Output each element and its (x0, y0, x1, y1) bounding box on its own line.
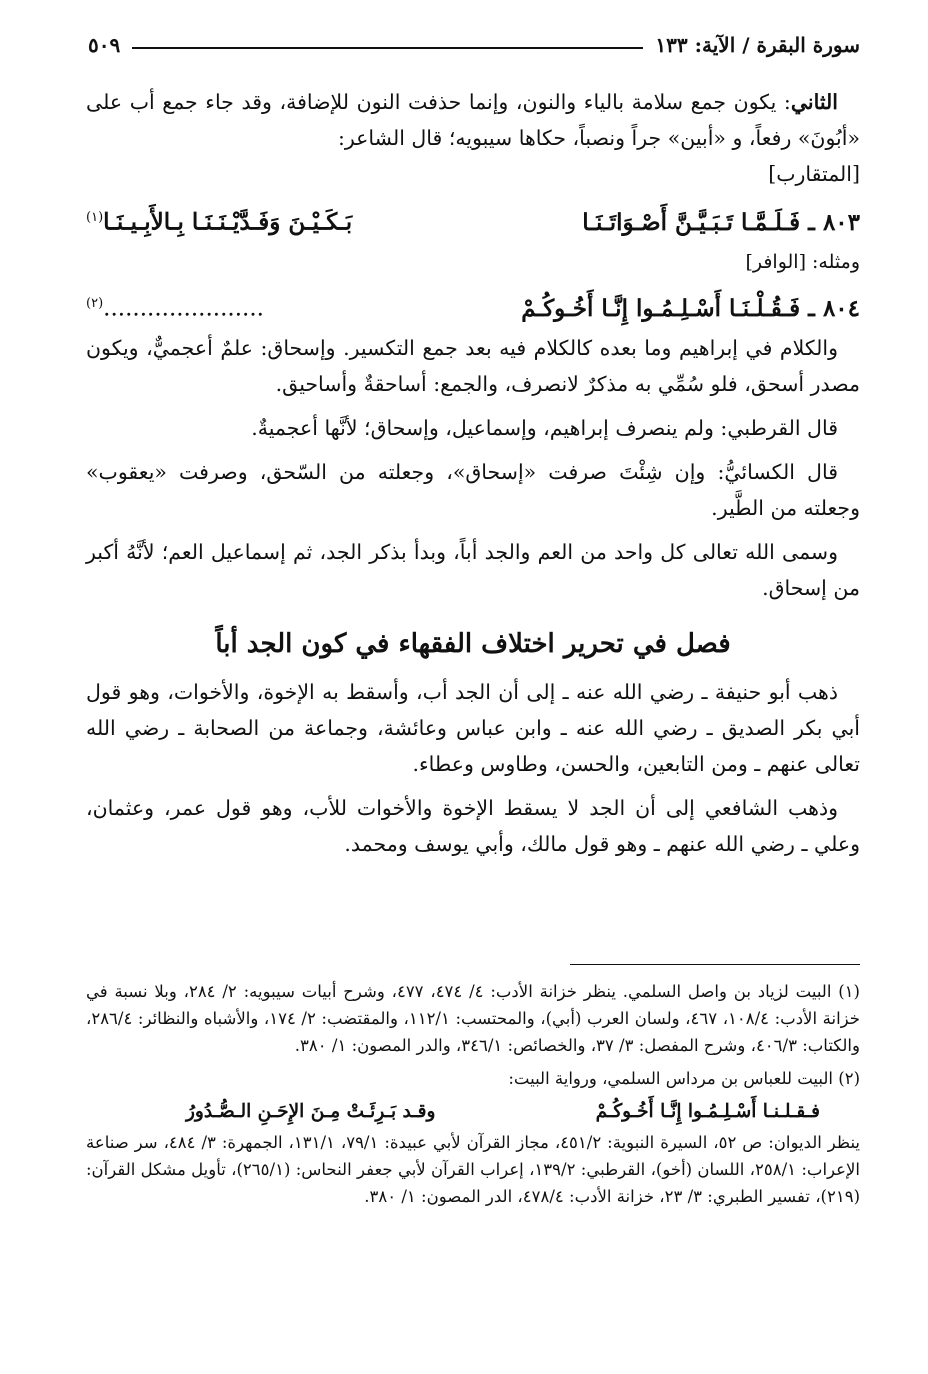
footnote-ref-1[interactable]: (١) (86, 210, 104, 225)
verse-803-second-hemistich: بَـكَـيْـنَ وَفَـدَّيْـنَـنَـا بِـالأَبِـيـنَـا (103, 208, 353, 236)
paragraph-1 (86, 84, 860, 192)
footnotes (86, 978, 860, 1216)
verse-804-second-hemistich-wrap (86, 286, 264, 327)
footnote-ref-2[interactable]: (٢) (86, 296, 104, 311)
verse-804-omission-dots: ...................... (103, 295, 264, 322)
footnote-2-sources: ينظر الديوان: ص ٥٢، السيرة النبوية: ٤٥١/٢، مجاز القرآن لأبي عبيدة: ٧٩/١، ١٣١/١، الجمهرة: ٣/ ٤٨٤، سر صناعة الإعراب: ٢٥٨/١، اللسان (أخو)، القرطبي: ١٣٩/٢، إعراب القرآن لأبي جعفر النحاس: (٢٦٥/١)، تأويل مشكل القرآن: (٢١٩)، تفسير الطبري: ٣/ ٢٣، خزانة الأدب: ٤٧٨/٤، الدر المصون: ١/ ٣٨٠. (86, 1133, 861, 1206)
verse-804-first-hemistich: ٨٠٤ ـ فَـقُـلْـنَـا أَسْـلِـمُـوا إِنَّـا أَخُـوكُـمْ (521, 294, 860, 322)
paragraph-4: قال الكسائيُّ: وإن شِئْتَ صرفت «إسحاق»، وجعلته من السّحق، وصرفت «يعقوب» وجعلته من الطَّير. (86, 460, 860, 520)
footnote-2-verse-first: فـقـلـنـا أَسْـلِـمُـوا إِنَّـا أَخُـوكُـمْ (595, 1101, 820, 1122)
footnote-2-verse-second: وقـد بَـرِئَـتْ مِـنَ الإِحَـنِ الـصُّـدُورُ (186, 1101, 436, 1122)
example-intro: ومثله: [الوافر] (745, 251, 860, 273)
paragraph-1-text: : يكون جمع سلامة بالياء والنون، وإنما حذفت النون للإضافة، وقد جاء جمع أب على «أبُونَ» رفعاً، و «أبين» جراً ونصباً، حكاها سيبويه؛ قال الشاعر: (86, 90, 860, 150)
footnote-2-intro: (٢) البيت للعباس بن مرداس السلمي، ورواية البيت: (508, 1069, 860, 1088)
footnote-1: (١) البيت لزياد بن واصل السلمي. ينظر خزانة الأدب: ٤/ ٤٧٤، ٤٧٧، وشرح أبيات سيبويه: ٢/ ٢٨٤، وبلا نسبة في خزانة الأدب: ١٠٨/٤، ٤٦٧، ولسان العرب (أبي)، والمحتسب: ١١٢/١، والمقتضب: ٢/ ١٧٤، والأشباه والنظائر: ٢٨٦/٤، والكتاب: ٤٠٦/٣، وشرح المفصل: ٣/ ٣٧، والخصائص: ٣٤٦/١، والدر المصون: ١/ ٣٨٠. (86, 982, 860, 1055)
header-rule (132, 47, 643, 49)
verse-803-second-hemistich-wrap (86, 200, 352, 241)
running-title: سورة البقرة / الآية: ١٣٣ (655, 33, 860, 57)
meter-label-1: [المتقارب] (768, 162, 860, 186)
paragraph-3: قال القرطبي: ولم ينصرف إبراهيم، وإسماعيل، وإسحاق؛ لأنَّها أعجميةٌ. (251, 416, 838, 440)
footnote-2-verse (86, 1098, 860, 1125)
footnote-divider (570, 964, 860, 965)
paragraph-2: والكلام في إبراهيم وما بعده كالكلام فيه بعد جمع التكسير. وإسحاق: علمٌ أعجميٌّ، ويكون مصدر أسحق، فلو سُمِّي به مذكرٌ لانصرف، والجمع: أساحقةٌ وأساحيق. (86, 336, 860, 396)
paragraph-7: وذهب الشافعي إلى أن الجد لا يسقط الإخوة والأخوات للأب، وهو قول عمر، وعثمان، وعلي ـ رضي الله عنهم ـ وهو قول مالك، وأبي يوسف ومحمد. (86, 796, 860, 856)
page-number: ٥٠٩ (88, 33, 121, 57)
paragraph-5: وسمى الله تعالى كل واحد من العم والجد أباً، وبدأ بذكر الجد، ثم إسماعيل العم؛ لأنَّهُ أكبر من إسحاق. (86, 540, 860, 600)
main-text (86, 84, 860, 870)
paragraph-1-lead: الثاني (790, 90, 838, 114)
verse-803-first-hemistich: ٨٠٣ ـ فَـلَـمَّـا تَـبَـيَّـنَّ أَصْـوَاتَـنَـا (582, 208, 860, 236)
page-header (88, 30, 860, 60)
verse-804 (86, 286, 860, 324)
paragraph-6: ذهب أبو حنيفة ـ رضي الله عنه ـ إلى أن الجد أب، وأسقط به الإخوة، والأخوات، وهو قول أبي بكر الصديق ـ رضي الله عنه ـ وابن عباس وعائشة، وجماعة من الصحابة ـ رضي الله تعالى عنهم ـ ومن التابعين، والحسن، وطاوس وعطاء. (86, 680, 860, 776)
section-heading: فصل في تحرير اختلاف الفقهاء في كون الجد أباً (215, 629, 731, 659)
verse-803 (86, 200, 860, 238)
